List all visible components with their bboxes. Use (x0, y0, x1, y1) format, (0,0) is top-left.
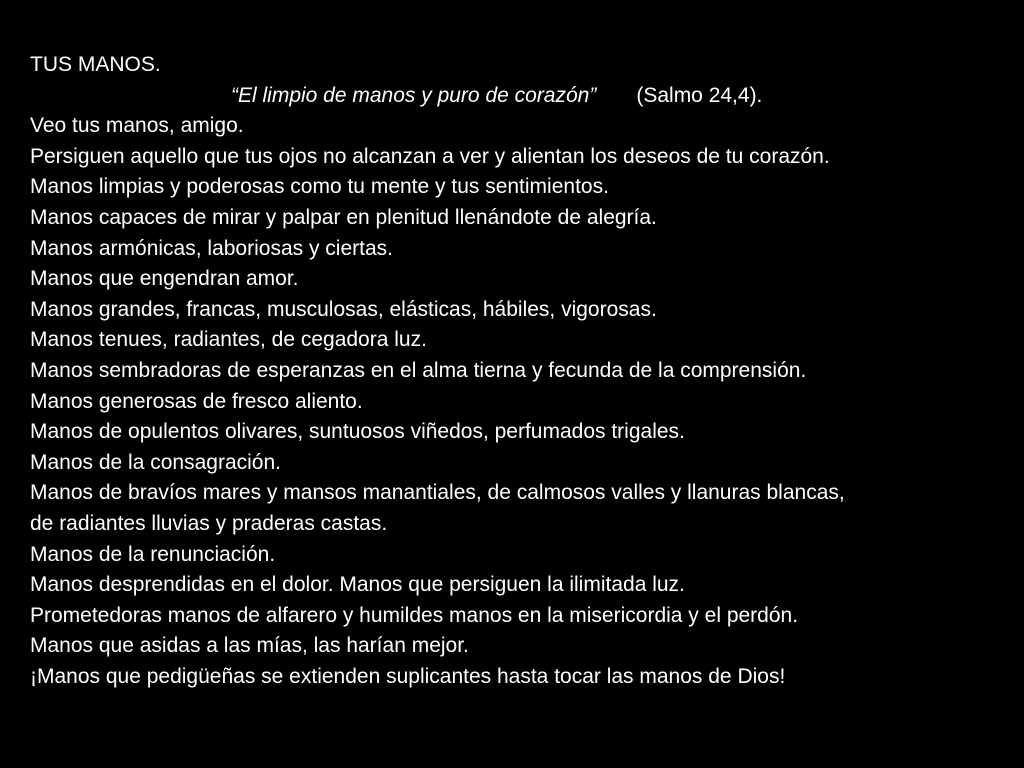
poem-line-12: Manos de la consagración. (30, 450, 281, 474)
poem-line-16: Manos desprendidas en el dolor. Manos que persiguen la ilimitada luz. (30, 573, 685, 597)
poem-line-2: Persiguen aquello que tus ojos no alcanzan a ver y alientan los deseos de tu corazón. (30, 144, 830, 168)
epigraph-reference: (Salmo 24,4). (636, 83, 763, 107)
poem-line-9: Manos sembradoras de esperanzas en el alma tierna y fecunda de la comprensión. (30, 358, 807, 382)
poem-text-block (30, 50, 1020, 692)
poem-line-4: Manos capaces de mirar y palpar en plenitud llenándote de alegría. (30, 205, 657, 229)
poem-line-11: Manos de opulentos olivares, suntuosos viñedos, perfumados trigales. (30, 420, 685, 444)
poem-line-15: Manos de la renunciación. (30, 542, 276, 566)
poem-title: TUS MANOS. (30, 53, 161, 76)
poem-line-18: Manos que asidas a las mías, las harían mejor. (30, 634, 469, 658)
poem-line-19: ¡Manos que pedigüeñas se extienden suplicantes hasta tocar las manos de Dios! (30, 664, 786, 688)
poem-line-14: de radiantes lluvias y praderas castas. (30, 511, 388, 535)
epigraph-quote: “El limpio de manos y puro de corazón” (231, 83, 597, 107)
poem-line-10: Manos generosas de fresco aliento. (30, 389, 363, 413)
poem-line-8: Manos tenues, radiantes, de cegadora luz. (30, 328, 427, 352)
poem-line-3: Manos limpias y poderosas como tu mente y tus sentimientos. (30, 175, 609, 199)
poem-line-1: Veo tus manos, amigo. (30, 114, 244, 138)
poem-line-17: Prometedoras manos de alfarero y humildes manos en la misericordia y el perdón. (30, 603, 799, 627)
epigraph (30, 81, 1020, 112)
poem-line-7: Manos grandes, francas, musculosas, elásticas, hábiles, vigorosas. (30, 297, 657, 321)
poem-line-13: Manos de bravíos mares y mansos manantiales, de calmosos valles y llanuras blancas, (30, 481, 845, 505)
poem-line-5: Manos armónicas, laboriosas y ciertas. (30, 236, 393, 260)
poem-line-6: Manos que engendran amor. (30, 267, 299, 291)
